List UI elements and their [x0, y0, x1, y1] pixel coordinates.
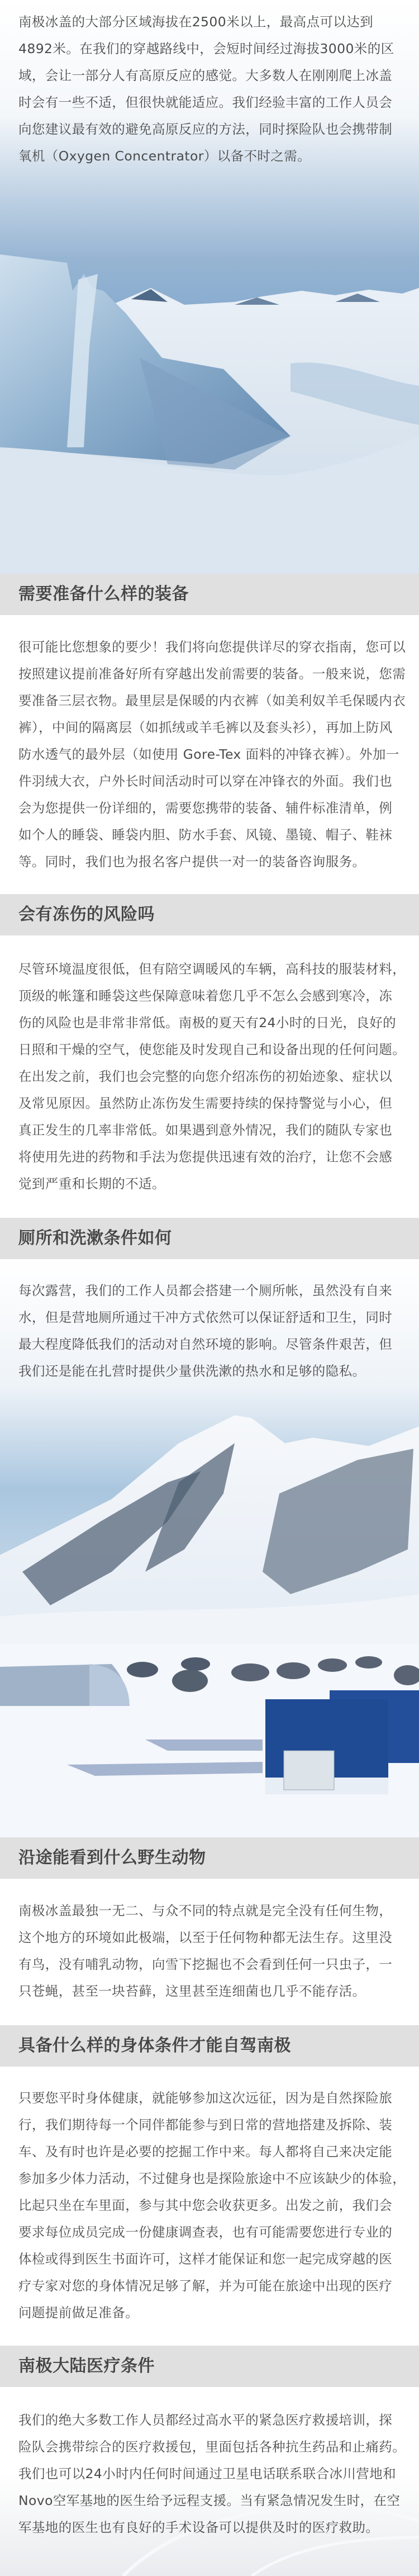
paragraph-line: 很可能比您想象的要少！我们将向您提供详尽的穿衣指南，您可以	[18, 639, 406, 655]
fitness-paragraph	[18, 2085, 404, 2326]
paragraph-line: 伤的风险也是非常非常低。南极的夏天有24小时的日光，良好的	[18, 1015, 397, 1031]
section-heading-wildlife	[0, 1837, 419, 1879]
frostbite-paragraph	[18, 956, 404, 1197]
paragraph-line: 将使用先进的药物和手法为您提供迅速有效的治疗，让您不会感	[18, 1149, 393, 1165]
section-title: 具备什么样的身体条件才能自驾南极	[18, 2036, 291, 2055]
paragraph-line: 每次露营，我们的工作人员都会搭建一个厕所帐，虽然没有自来	[18, 1283, 393, 1298]
section-title: 沿途能看到什么野生动物	[18, 1848, 206, 1868]
paragraph-line: 参加多少体力活动，不过健身也是探险旅途中不应该缺少的体验，	[18, 2171, 406, 2186]
paragraph-line: 尽管环境温度很低，但有陪空调暖风的车辆，高科技的服装材料，	[18, 961, 406, 977]
paragraph-line: 向您建议最有效的避免高原反应的方法，同时探险队也会携带制	[18, 121, 393, 137]
paragraph-line: 有鸟，没有哺乳动物，向雪下挖掘也不会看到任何一只虫子，一	[18, 1956, 393, 1972]
paragraph-line: 如个人的睡袋、睡袋内胆、防水手套、风镜、墨镜、帽子、鞋袜	[18, 827, 393, 843]
medical-paragraph	[18, 2407, 404, 2541]
paragraph-line: 水，但是营地厕所通过干冲方式依然可以保证舒适和卫生，同时	[18, 1310, 393, 1325]
paragraph-line: 问题提前做足准备。	[18, 2305, 139, 2320]
paragraph-line: Novo空军基地的医生给予远程支援。当有紧急情况发生时，在空	[18, 2493, 401, 2508]
paragraph-line: 比起只坐在车里面，参与其中您会收获更多。出发之前，我们会	[18, 2197, 393, 2213]
paragraph-line: 件羽绒大衣，户外长时间活动时可以穿在冲锋衣的外面。我们也	[18, 773, 393, 789]
paragraph-line: 等。同时，我们也为报名客户提供一对一的装备咨询服务。	[18, 854, 366, 869]
paragraph-line: 我们还是能在扎营时提供少量供洗漱的热水和足够的隐私。	[18, 1363, 366, 1379]
section-heading-equipment	[0, 574, 419, 615]
intro-paragraph	[18, 8, 404, 169]
paragraph-line: 要求每位成员完成一份健康调查表，也有可能需要您进行专业的	[18, 2224, 393, 2240]
paragraph-line: 及常见原因。虽然防止冻伤发生需要持续的保持警觉与小心，但	[18, 1095, 393, 1111]
section-heading-toilet	[0, 1218, 419, 1259]
paragraph-line: 只苍蝇，甚至一块苔藓，这里甚至连细菌也几乎不能存活。	[18, 1983, 366, 1999]
paragraph-line: 车、及有时也许是必要的挖掘工作中来。每人都将自己来决定能	[18, 2144, 393, 2159]
paragraph-line: 军基地的医生也有良好的手术设备可以提供及时的医疗救助。	[18, 2520, 379, 2535]
paragraph-line: 体检或得到医生书面许可，这样才能保证和您一起完成穿越的医	[18, 2251, 393, 2267]
toilet-paragraph	[18, 1277, 404, 1384]
section-title: 需要准备什么样的装备	[18, 584, 189, 604]
paragraph-line: 最大程度降低我们的活动对自然环境的影响。尽管条件艰苦，但	[18, 1336, 393, 1352]
paragraph-line: 真正发生的几率非常低。如果遇到意外情况，我们的随队专家也	[18, 1122, 393, 1138]
paragraph-line: 我们也可以24小时内任何时间通过卫星电话联系联合冰川营地和	[18, 2466, 397, 2482]
section-title: 厕所和洗漱条件如何	[18, 1228, 172, 1248]
section-heading-frostbite	[0, 894, 419, 935]
paragraph-line: 疗专家对您的身体情况足够了解，并为可能在旅途中出现的医疗	[18, 2278, 393, 2294]
paragraph-line: 会为您提供一份详细的，需要您携带的装备、辅件标准清单，例	[18, 800, 393, 816]
paragraph-line: 域，会让一部分人有高原反应的感觉。大多数人在刚刚爬上冰盖	[18, 68, 393, 83]
section-heading-fitness	[0, 2025, 419, 2067]
paragraph-line: 裤），中间的隔离层（如抓绒或羊毛裤以及套头衫），再加上防风	[18, 720, 393, 735]
paragraph-line: 要准备三层衣物。最里层是保暖的内衣裤（如美利奴羊毛保暖内衣	[18, 693, 406, 708]
paragraph-line: 我们的绝大多数工作人员都经过高水平的紧急医疗救援培训，探	[18, 2412, 393, 2428]
section-title: 会有冻伤的风险吗	[18, 905, 155, 924]
section-title: 南极大陆医疗条件	[18, 2356, 155, 2376]
paragraph-line: 顶级的帐篷和睡袋这些保障意味着您几乎不怎么会感到寒冷，冻	[18, 988, 393, 1004]
paragraph-line: 只要您平时身体健康，就能够参加这次远征，因为是自然探险旅	[18, 2090, 393, 2106]
paragraph-line: 南极冰盖最独一无二、与众不同的特点就是完全没有任何生物，	[18, 1903, 393, 1918]
paragraph-line: 觉到严重和长期的不适。	[18, 1176, 165, 1192]
paragraph-line: 防水透气的最外层（如使用 Gore-Tex 面料的冲锋衣裤）。外加一	[18, 746, 399, 762]
section-heading-medical	[0, 2346, 419, 2387]
paragraph-line: 在出发之前，我们也会完整的向您介绍冻伤的初始迹象、症状以	[18, 1069, 393, 1084]
equipment-paragraph	[18, 634, 404, 875]
paragraph-line: 时会有一些不适，但很快就能适应。我们经验丰富的工作人员会	[18, 94, 393, 110]
paragraph-line: 险队会携带综合的医疗救援包，里面包括各种抗生药品和止痛药。	[18, 2439, 406, 2455]
paragraph-line: 按照建议提前准备好所有穿越出发前需要的装备。一般来说，您需	[18, 666, 406, 682]
paragraph-line: 日照和干燥的空气，使您能及时发现自己和设备出现的任何问题。	[18, 1042, 406, 1057]
paragraph-line: 这个地方的环境如此极端，以至于任何物种都无法生存。这里没	[18, 1930, 393, 1945]
paragraph-line: 南极冰盖的大部分区域海拔在2500米以上，最高点可以达到	[18, 14, 374, 30]
wildlife-paragraph	[18, 1897, 404, 2005]
paragraph-line: 氧机（Oxygen Concentrator）以备不时之需。	[18, 148, 311, 164]
paragraph-line: 4892米。在我们的穿越路线中，会短时间经过海拔3000米的区	[18, 41, 394, 56]
paragraph-line: 行，我们期待每一个同伴都能参与到日常的营地搭建及拆除、装	[18, 2117, 393, 2133]
